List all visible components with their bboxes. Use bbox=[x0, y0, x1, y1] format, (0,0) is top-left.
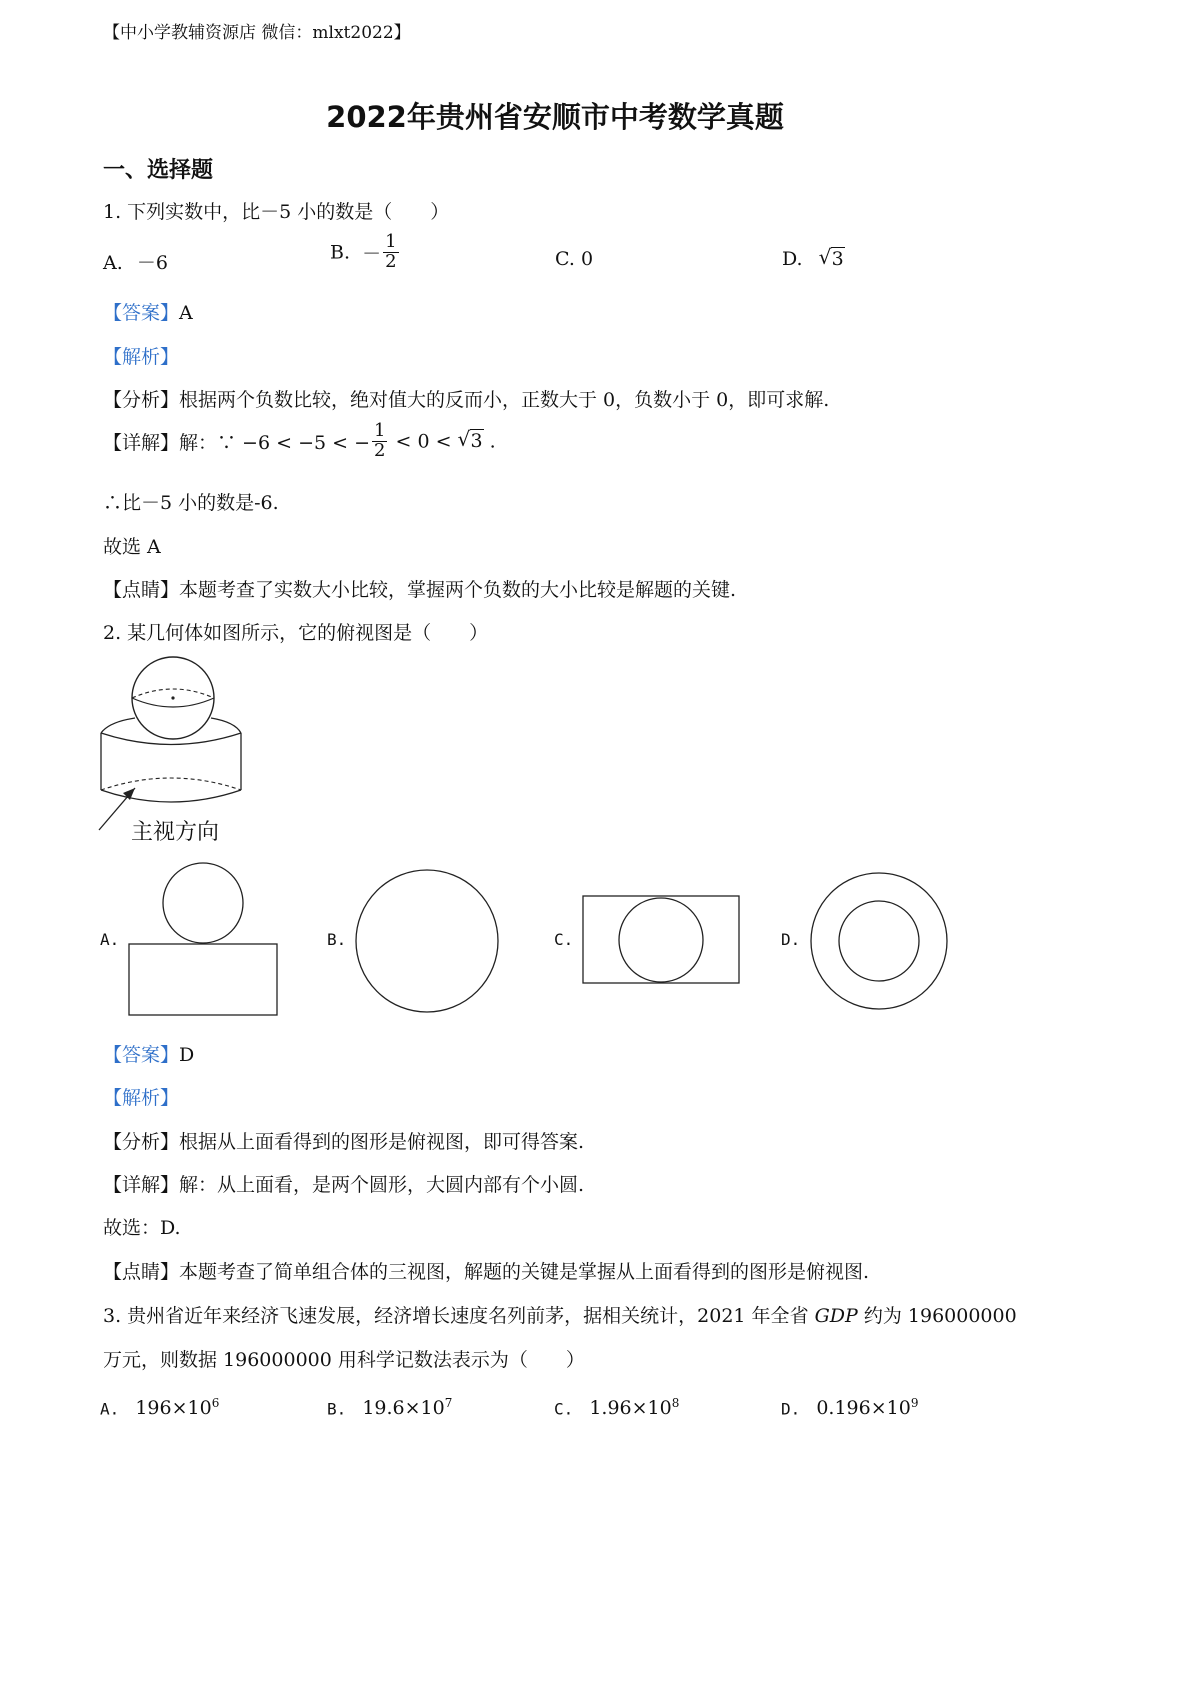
single-circle bbox=[356, 870, 498, 1012]
q3-option-d bbox=[781, 1396, 918, 1419]
q1-option-c: C. 0 bbox=[555, 248, 594, 270]
cylinder-bottom-front bbox=[101, 790, 241, 802]
cylinder-top-back-left bbox=[101, 718, 135, 733]
fraction bbox=[372, 422, 387, 461]
q1-conclusion: ∴比－5 小的数是-6. bbox=[103, 492, 279, 514]
q3-stem-line2: 万元，则数据 196000000 用科学记数法表示为（ ） bbox=[103, 1349, 585, 1371]
outer-circle bbox=[811, 873, 947, 1009]
q1-option-b bbox=[330, 233, 401, 272]
outer-rectangle bbox=[583, 896, 739, 983]
option-exponent: 6 bbox=[211, 1396, 220, 1410]
q2-option-b-label: B. bbox=[327, 930, 347, 949]
stem-part: 3. 贵州省近年来经济飞速发展，经济增长速度名列前茅，据相关统计，2021 年全省 bbox=[103, 1305, 815, 1327]
option-exponent: 7 bbox=[444, 1396, 453, 1410]
dianjing-tag: 【点睛】 bbox=[103, 579, 180, 601]
option-base: 1.96×10 bbox=[589, 1397, 672, 1420]
dianjing-text: 本题考查了实数大小比较，掌握两个负数的大小比较是解题的关键. bbox=[179, 579, 737, 601]
q2-figure-label: 主视方向 bbox=[131, 820, 220, 845]
fenxi-tag: 【分析】 bbox=[103, 1131, 180, 1153]
section-heading: 一、选择题 bbox=[103, 158, 214, 183]
answer-tag: 【答案】 bbox=[103, 1044, 180, 1066]
q1-fenxi bbox=[103, 385, 829, 412]
xiangjie-pre: 解：∵ −6 < −5 < − bbox=[179, 431, 370, 454]
xiangjie-mid: < 0 < bbox=[389, 430, 458, 453]
radicand: 3 bbox=[470, 430, 483, 453]
numerator: 1 bbox=[374, 420, 386, 441]
fraction bbox=[383, 233, 398, 272]
option-label: C. bbox=[554, 1399, 574, 1419]
sqrt-icon: √ bbox=[457, 427, 471, 452]
sqrt-icon: √ bbox=[818, 245, 832, 269]
sqrt-expression bbox=[457, 427, 484, 453]
q2-xiangjie bbox=[103, 1170, 584, 1197]
inner-circle bbox=[839, 901, 919, 981]
radicand: 3 bbox=[831, 248, 844, 270]
q1-option-a bbox=[103, 248, 168, 275]
q1-option-d bbox=[782, 245, 845, 270]
stem-part: 约为 196000000 bbox=[857, 1305, 1017, 1327]
xiangjie-text: 解：从上面看，是两个圆形，大圆内部有个小圆. bbox=[179, 1174, 585, 1196]
q1-analysis-tag: 【解析】 bbox=[103, 346, 180, 368]
sphere-center bbox=[171, 696, 174, 699]
page-title: 2022年贵州省安顺市中考数学真题 bbox=[326, 100, 784, 134]
option-label: A. bbox=[100, 1399, 120, 1419]
q3-option-c bbox=[554, 1396, 679, 1419]
q3-stem-line1 bbox=[103, 1301, 1017, 1328]
fenxi-tag: 【分析】 bbox=[103, 389, 180, 411]
option-base: 0.196×10 bbox=[816, 1397, 911, 1420]
q2-fenxi bbox=[103, 1127, 584, 1154]
q2-option-b-figure bbox=[352, 866, 502, 1016]
q2-option-c-label: C. bbox=[554, 930, 574, 949]
q3-option-b bbox=[327, 1396, 452, 1419]
option-exponent: 9 bbox=[910, 1396, 919, 1410]
denominator: 2 bbox=[385, 250, 397, 272]
answer-tag: 【答案】 bbox=[103, 302, 180, 324]
dianjing-tag: 【点睛】 bbox=[103, 1261, 180, 1283]
option-label: B. bbox=[330, 241, 351, 264]
q2-analysis-tag: 【解析】 bbox=[103, 1087, 180, 1109]
numerator: 1 bbox=[385, 231, 397, 252]
q1-choose: 故选 A bbox=[103, 536, 161, 558]
bottom-rectangle bbox=[129, 944, 277, 1015]
option-label: D. bbox=[782, 248, 803, 270]
option-base: 196×10 bbox=[135, 1397, 212, 1420]
option-prefix: － bbox=[362, 242, 382, 265]
option-exponent: 8 bbox=[671, 1396, 680, 1410]
fenxi-text: 根据从上面看得到的图形是俯视图，即可得答案. bbox=[179, 1131, 585, 1153]
cylinder-top-back-right bbox=[211, 718, 241, 733]
option-base: 19.6×10 bbox=[362, 1397, 445, 1420]
header-watermark: 【中小学教辅资源店 微信：mlxt2022】 bbox=[103, 23, 411, 43]
q1-answer bbox=[103, 298, 193, 325]
q1-xiangjie bbox=[103, 422, 496, 461]
q2-choose: 故选：D. bbox=[103, 1217, 181, 1239]
q2-answer bbox=[103, 1040, 194, 1067]
option-value: －6 bbox=[136, 252, 168, 274]
fenxi-text: 根据两个负数比较，绝对值大的反而小，正数大于 0，负数小于 0，即可求解. bbox=[179, 389, 830, 411]
option-label: A. bbox=[103, 252, 123, 274]
answer-value: A bbox=[179, 302, 193, 324]
q2-option-d-label: D. bbox=[781, 930, 801, 949]
q3-option-a bbox=[100, 1396, 219, 1419]
xiangjie-tag: 【详解】 bbox=[103, 431, 180, 454]
denominator: 2 bbox=[374, 439, 386, 461]
q2-solid-figure bbox=[95, 650, 255, 840]
top-circle bbox=[163, 863, 243, 943]
q2-option-a-figure bbox=[125, 862, 280, 1020]
q2-dianjing bbox=[103, 1257, 869, 1284]
option-label: D. bbox=[781, 1399, 801, 1419]
q2-option-c-figure bbox=[580, 893, 742, 987]
option-label: B. bbox=[327, 1399, 347, 1419]
answer-value: D bbox=[179, 1044, 195, 1066]
q2-stem: 2. 某几何体如图所示，它的俯视图是（ ） bbox=[103, 622, 489, 644]
q1-stem: 1. 下列实数中，比－5 小的数是（ ） bbox=[103, 201, 450, 223]
gdp-term: GDP bbox=[814, 1305, 858, 1327]
cylinder-bottom-back bbox=[101, 778, 241, 790]
sqrt-expression bbox=[818, 245, 845, 270]
q1-dianjing bbox=[103, 575, 736, 602]
xiangjie-tag: 【详解】 bbox=[103, 1174, 180, 1196]
xiangjie-end: . bbox=[483, 430, 496, 453]
inner-circle bbox=[619, 898, 703, 982]
q2-option-a-label: A. bbox=[100, 930, 120, 949]
q2-option-d-figure bbox=[806, 868, 952, 1014]
dianjing-text: 本题考查了简单组合体的三视图，解题的关键是掌握从上面看得到的图形是俯视图. bbox=[179, 1261, 870, 1283]
